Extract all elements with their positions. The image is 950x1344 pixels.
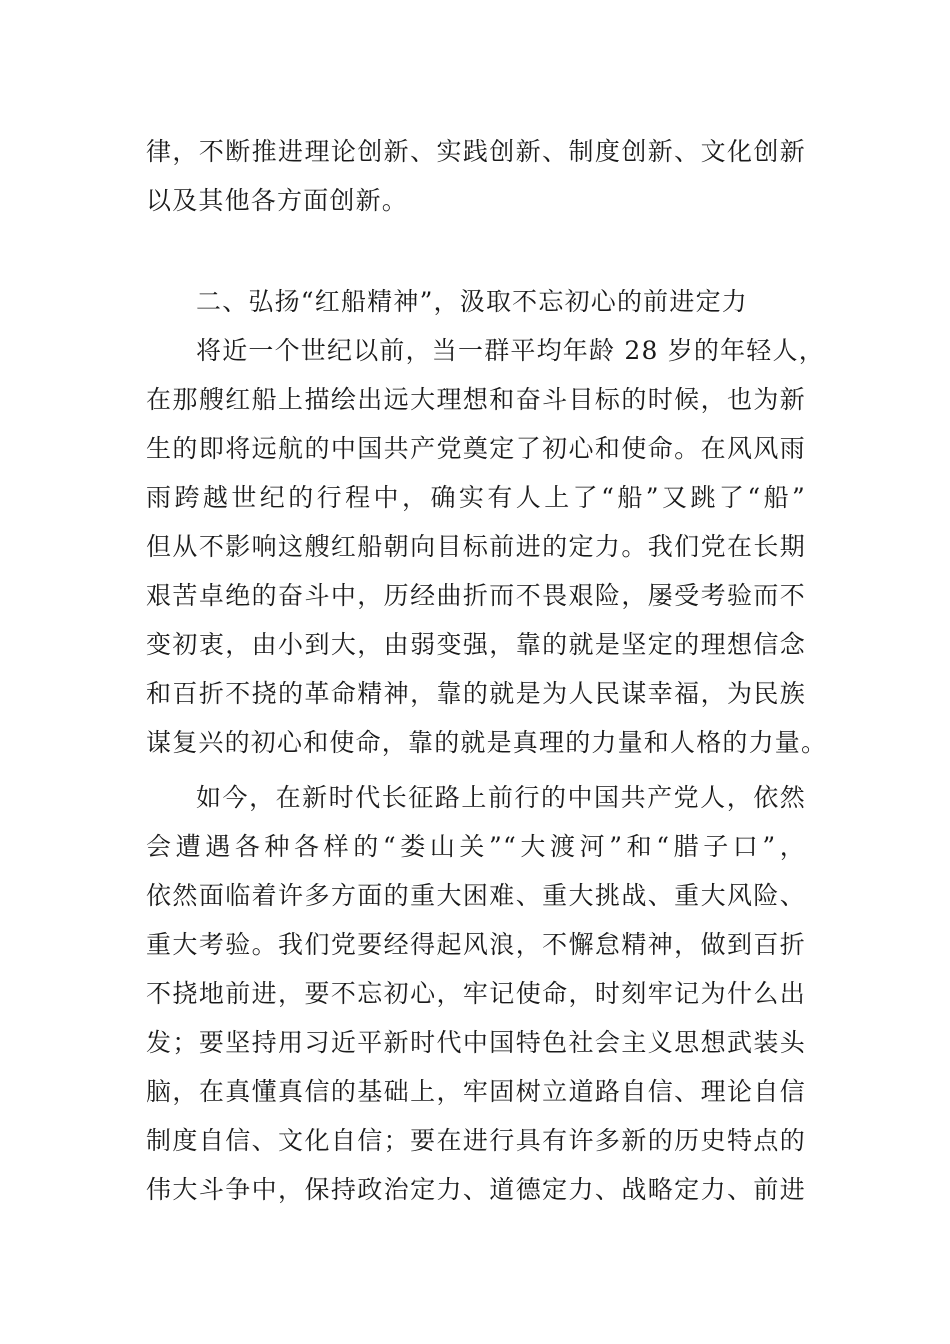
text-line: 依然面临着许多方面的重大困难、重大挑战、重大风险、: [146, 881, 806, 910]
text-line: 律，不断推进理论创新、实践创新、制度创新、文化创新: [146, 137, 806, 166]
text-line: 将近一个世纪以前，当一群平均年龄 28 岁的年轻人，: [196, 336, 825, 365]
text-line: 脑，在真懂真信的基础上，牢固树立道路自信、理论自信: [146, 1077, 806, 1106]
section-heading: 二、弘扬“红船精神”，汲取不忘初心的前进定力: [196, 287, 748, 316]
text-line: 谋复兴的初心和使命，靠的就是真理的力量和人格的力量。: [146, 728, 828, 757]
text-line: 制度自信、文化自信；要在进行具有许多新的历史特点的: [146, 1126, 806, 1155]
text-line: 但从不影响这艘红船朝向目标前进的定力。我们党在长期: [146, 532, 806, 561]
text-line: 雨跨越世纪的行程中，确实有人上了“船”又跳了“船”: [146, 483, 806, 512]
text-line: 不挠地前进，要不忘初心，牢记使命，时刻牢记为什么出: [146, 979, 806, 1008]
text-line: 艰苦卓绝的奋斗中，历经曲折而不畏艰险，屡受考验而不: [146, 581, 806, 610]
text-line: 发；要坚持用习近平新时代中国特色社会主义思想武装头: [146, 1028, 806, 1057]
text-line: 如今，在新时代长征路上前行的中国共产党人，依然: [196, 783, 806, 812]
text-line: 和百折不挠的革命精神，靠的就是为人民谋幸福，为民族: [146, 679, 806, 708]
text-line: 重大考验。我们党要经得起风浪，不懈怠精神，做到百折: [146, 930, 806, 959]
text-line: 变初衷，由小到大，由弱变强，靠的就是坚定的理想信念: [146, 630, 806, 659]
text-line: 会遭遇各种各样的“娄山关”“大渡河”和“腊子口”，: [146, 832, 806, 861]
text-line: 在那艘红船上描绘出远大理想和奋斗目标的时候，也为新: [146, 385, 806, 414]
text-line: 伟大斗争中，保持政治定力、道德定力、战略定力、前进: [146, 1175, 806, 1204]
text-line: 以及其他各方面创新。: [146, 186, 409, 215]
text-line: 生的即将远航的中国共产党奠定了初心和使命。在风风雨: [146, 434, 806, 463]
